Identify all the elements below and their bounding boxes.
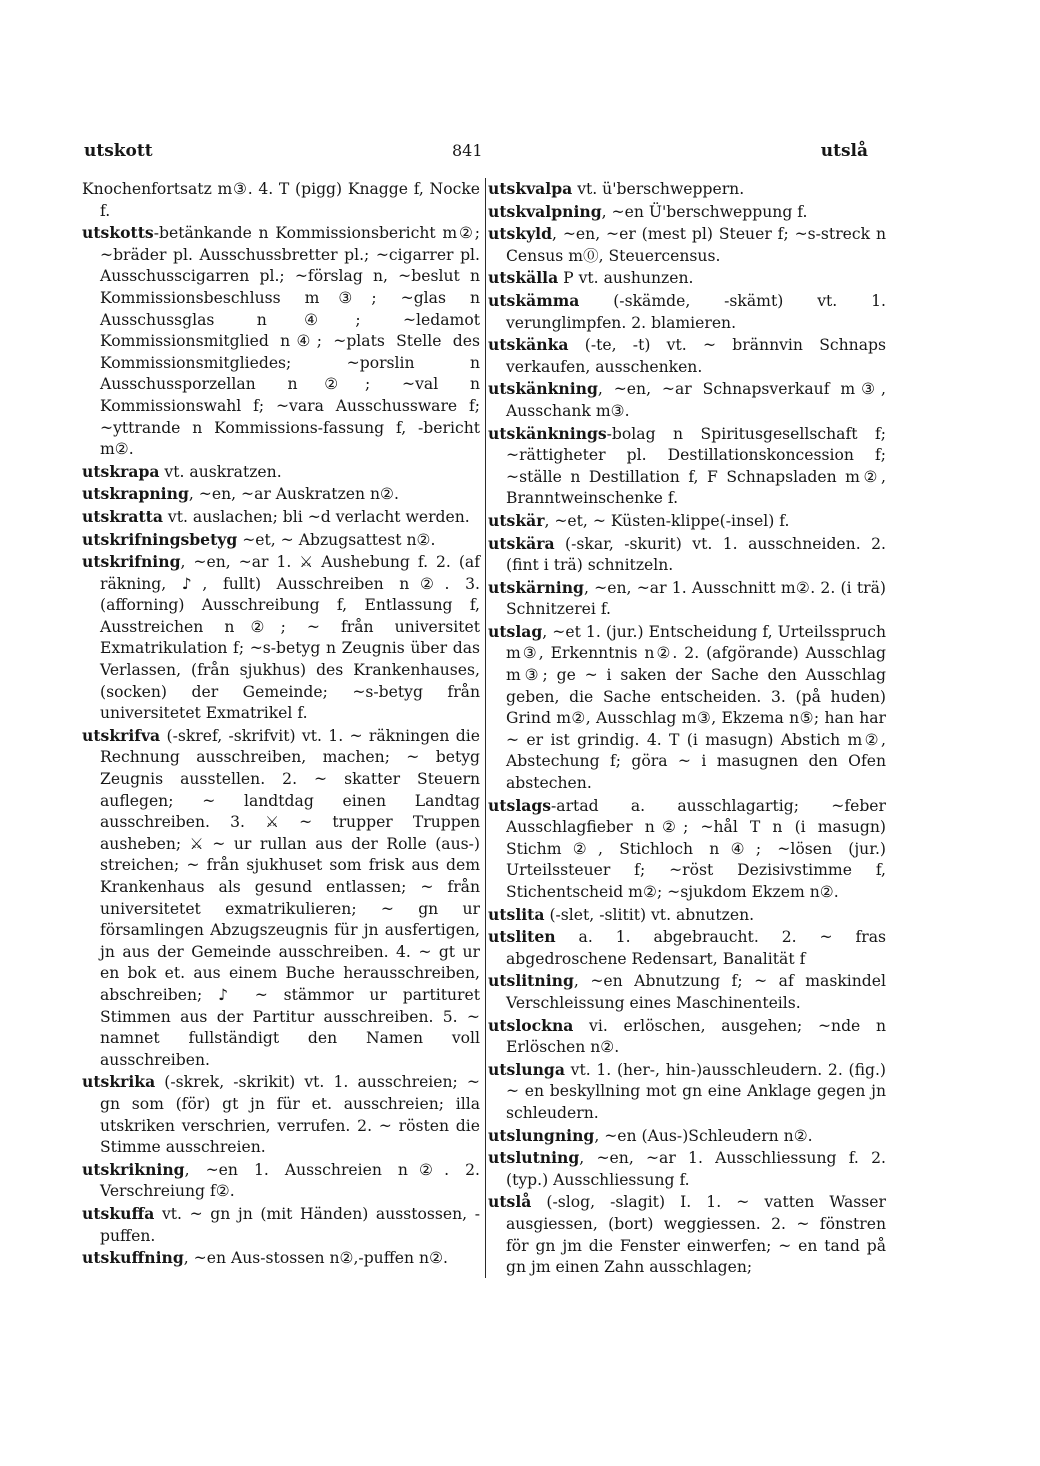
entry-definition: -bolag n Spiritusgesellschaft f; ~rättigheter pl. Destillationskoncession f; ~ställe n Destillation f, F Schnapsladen m②, Branntweinschenke f. [506, 424, 886, 508]
dictionary-entry [488, 795, 886, 904]
entry-definition: , ~en 1. Ausschreien n②. 2. Verschreiung f②. [100, 1160, 480, 1201]
entry-definition: -artad a. ausschlagartig; ~feber Ausschlagfieber n②; ~hål T n (i masugn) Stichm②, Stichloch n④; ~lösen (jur.) Urteilssteuer f; ~röst Dezisivstimme f, Stichentscheid m②; ~sjukdom Ekzem n②. [506, 796, 886, 901]
page-number: 841 [452, 141, 483, 160]
dictionary-entry [488, 1015, 886, 1059]
entry-headword: utslitning [488, 971, 574, 991]
dictionary-entry [82, 222, 480, 461]
entry-headword: utslag [488, 621, 543, 641]
dictionary-entry [488, 201, 886, 224]
dictionary-entry [488, 267, 886, 290]
dictionary-entry [82, 483, 480, 506]
entry-definition: vt. auskratzen. [159, 462, 282, 481]
entry-definition: ~et, ~ Abzugsattest n②. [237, 530, 436, 549]
entry-headword: utskrikning [82, 1159, 185, 1179]
entry-definition: , ~en, ~er (mest pl) Steuer f; ~s-streck n Census m⓪, Steuercensus. [506, 225, 886, 265]
entry-definition: , ~en (Aus-)Schleudern n②. [594, 1126, 813, 1145]
entry-headword: utskratta [82, 506, 163, 526]
entry-headword: utskär [488, 510, 545, 530]
entry-definition: , ~en Ü'berschweppung f. [601, 202, 808, 221]
dictionary-entry [488, 223, 886, 267]
dictionary-entry [488, 1059, 886, 1125]
dictionary-entry [488, 577, 886, 621]
entry-headword: utslunga [488, 1059, 565, 1079]
entry-headword: utskämma [488, 290, 580, 310]
entry-definition: -betänkande n Kommissionsbericht m②; ~bräder pl. Ausschussbretter pl.; ~cigarrer pl. Ausschusscigarren pl.; ~förslag n, ~beslut n Kommissionsbeschluss m③; ~glas n Ausschussglas n④; ~ledamot Kommissionsmitglied n④; ~plats Stelle des Kommissionsmitgliedes; ~porslin n Ausschussporzellan n②; ~val n Kommissionswahl f; ~vara Ausschussware f; ~yttrande n Kommissions-fassung f, -bericht m②. [100, 224, 480, 459]
running-head-left: utskott [84, 141, 153, 161]
entry-headword: utskrifva [82, 725, 161, 745]
dictionary-entry [82, 461, 480, 484]
dictionary-entry [488, 290, 886, 334]
dictionary-entry [488, 334, 886, 378]
entry-headword: utslags [488, 795, 552, 815]
dictionary-entry [82, 1071, 480, 1158]
entry-headword: utskvalpning [488, 201, 602, 221]
entry-definition: vt. ~ gn jn (mit Händen) ausstossen, -puffen. [100, 1204, 480, 1245]
entry-definition: , ~en, ~ar 1. Ausschliessung f. 2. (typ.) Ausschliessung f. [506, 1149, 886, 1189]
dictionary-entry [488, 621, 886, 795]
dictionary-entry [82, 529, 480, 552]
dictionary-entry [82, 178, 480, 222]
entry-definition: (-skämde, -skämt) vt. 1. verunglimpfen. 2. blamieren. [506, 291, 886, 332]
entry-headword: utskotts [82, 223, 154, 243]
entry-headword: utskälla [488, 268, 559, 288]
entry-definition: , ~et, ~ Küsten-klippe(-insel) f. [544, 511, 790, 530]
entry-definition: vi. erlöschen, ausgehen; ~nde n Erlöschen n②. [506, 1016, 886, 1057]
entry-headword: utskuffning [82, 1248, 184, 1268]
entry-definition: , ~en, ~ar 1. ⚔ Aushebung f. 2. (af räkning, ♪, fullt) Ausschreiben n②. 3. (afforning) Ausschreibung f, Entlassung f, Ausstreichen n②; ~ från universitet Exmatrikulation f; ~s-betyg n Zeugnis über das Verlassen, (från sjukhus) des Krankenhauses, (socken) der Gemeinde; ~s-betyg från universitetet Exmatrikel f. [100, 553, 480, 723]
entry-headword: utslå [488, 1192, 532, 1212]
dictionary-entry [488, 178, 886, 201]
entry-headword: utskrapa [82, 461, 160, 481]
entry-definition: vt. 1. (her-, hin-)ausschleudern. 2. (fig.) ~ en beskyllning mot gn eine Anklage gegen jn schleudern. [506, 1060, 886, 1122]
entry-headword: utskyld [488, 224, 553, 244]
entry-headword: utskära [488, 533, 555, 553]
entry-definition: Knochenfortsatz m③. 4. T (pigg) Knagge f, Nocke f. [82, 180, 480, 220]
dictionary-entry [488, 970, 886, 1014]
entry-definition: , ~en Abnutzung f; ~ af maskindel Verschleissung eines Maschinenteils. [506, 972, 886, 1012]
entry-definition: (-skrek, -skrikit) vt. 1. ausschreien; ~ gn som (för) gt jn für et. ausschreien; illa utskriken verschrien, verrufen. 2. ~ rösten die Stimme ausschreien. [100, 1073, 480, 1157]
entry-definition: , ~et 1. (jur.) Entscheidung f, Urteilsspruch m③, Erkenntnis n②. 2. (afgörande) Ausschlag m③; ge ~ i saken der Sache den Ausschlag geben, die Sache entscheiden. 3. (på huden) Grind m②, Ausschlag m③, Ekzema n⑤; han har ~ er ist grindig. 4. T (i masugn) Abstich m②, Abstechung f; göra ~ i masugnen den Ofen abstechen. [506, 622, 886, 793]
entry-headword: utskrapning [82, 484, 189, 504]
entry-headword: utslita [488, 904, 545, 924]
dictionary-entry [488, 533, 886, 577]
entry-headword: utskuffa [82, 1203, 155, 1223]
entry-headword: utslutning [488, 1148, 580, 1168]
entry-definition: , ~en Aus-stossen n②,-puffen n②. [183, 1249, 448, 1268]
entry-headword: utskrifningsbetyg [82, 529, 238, 549]
dictionary-entry [488, 1125, 886, 1148]
entry-definition: (-slet, -slitit) vt. abnutzen. [544, 905, 755, 924]
entry-definition: , ~en, ~ar Schnapsverkauf m③, Ausschank m③. [506, 380, 886, 420]
entry-definition: vt. auslachen; bli ~d verlacht werden. [162, 507, 470, 526]
dictionary-entry [82, 725, 480, 1072]
entry-headword: utskänka [488, 335, 569, 355]
entry-headword: utslungning [488, 1125, 595, 1145]
dictionary-entry [488, 1191, 886, 1278]
entry-headword: utskänkning [488, 379, 598, 399]
left-column [82, 178, 480, 1270]
dictionary-entry [488, 904, 886, 927]
entry-definition: (-slog, -slagit) I. 1. ~ vatten Wasser ausgiessen, (bort) weggiessen. 2. ~ fönstren för gn jm die Fenster einwerfen; ~ en tand på gn jm einen Zahn ausschlagen; [506, 1193, 886, 1277]
dictionary-entry [82, 1247, 480, 1270]
entry-headword: utskrifning [82, 552, 181, 572]
dictionary-entry [488, 1147, 886, 1191]
dictionary-entry [488, 378, 886, 422]
running-head-right: utslå [820, 141, 868, 161]
entry-headword: utskrika [82, 1072, 156, 1092]
entry-definition: , ~en, ~ar 1. Ausschnitt m②. 2. (i trä) Schnitzerei f. [506, 578, 886, 619]
entry-headword: utskänknings [488, 423, 607, 443]
dictionary-entry [82, 551, 480, 725]
entry-definition: vt. ü'berschweppern. [572, 180, 745, 198]
entry-headword: utskärning [488, 577, 584, 597]
dictionary-entry [82, 1159, 480, 1203]
entry-definition: a. 1. abgebraucht. 2. ~ fras abgedroschene Redensart, Banalität f [506, 928, 886, 968]
entry-headword: utskvalpa [488, 179, 573, 198]
entry-headword: utsliten [488, 927, 556, 947]
dictionary-entry [82, 1203, 480, 1247]
entry-definition: , ~en, ~ar Auskratzen n②. [188, 485, 399, 504]
dictionary-entry [82, 506, 480, 529]
column-divider [485, 178, 486, 1278]
entry-definition: (-skar, -skurit) vt. 1. ausschneiden. 2. (fint i trä) schnitzeln. [506, 534, 886, 575]
dictionary-entry [488, 926, 886, 970]
right-column [488, 178, 886, 1279]
entry-headword: utslockna [488, 1015, 574, 1035]
entry-definition: (-te, -t) vt. ~ brännvin Schnaps verkaufen, ausschenken. [506, 336, 886, 376]
dictionary-entry [488, 510, 886, 533]
entry-definition: P vt. aushunzen. [558, 269, 694, 288]
dictionary-entry [488, 423, 886, 510]
entry-definition: (-skref, -skrifvit) vt. 1. ~ räkningen die Rechnung ausschreiben, machen; ~ betyg Zeugnis ausstellen. 2. ~ skatter Steuern auflegen; ~ landtdag einen Landtag ausschreiben. 3. ⚔ ~ trupper Truppen ausheben; ⚔ ~ ur rullan aus der Rolle (aus-) streichen; ~ från sjukhuset som frisk aus dem Krankenhaus als gesund entlassen; ~ från universitetet exmatrikulieren; ~ gn ur församlingen Abzugszeugnis für jn ausfertigen, jn aus der Gemeinde ausschreiben. 4. ~ gt ur en bok et. aus einem Buche herausschreiben, abschreiben; ♪ ~ stämmor ur partituret Stimmen aus der Partitur ausschreiben. 5. ~ namnet fullständigt den Namen voll ausschreiben. [100, 726, 480, 1069]
